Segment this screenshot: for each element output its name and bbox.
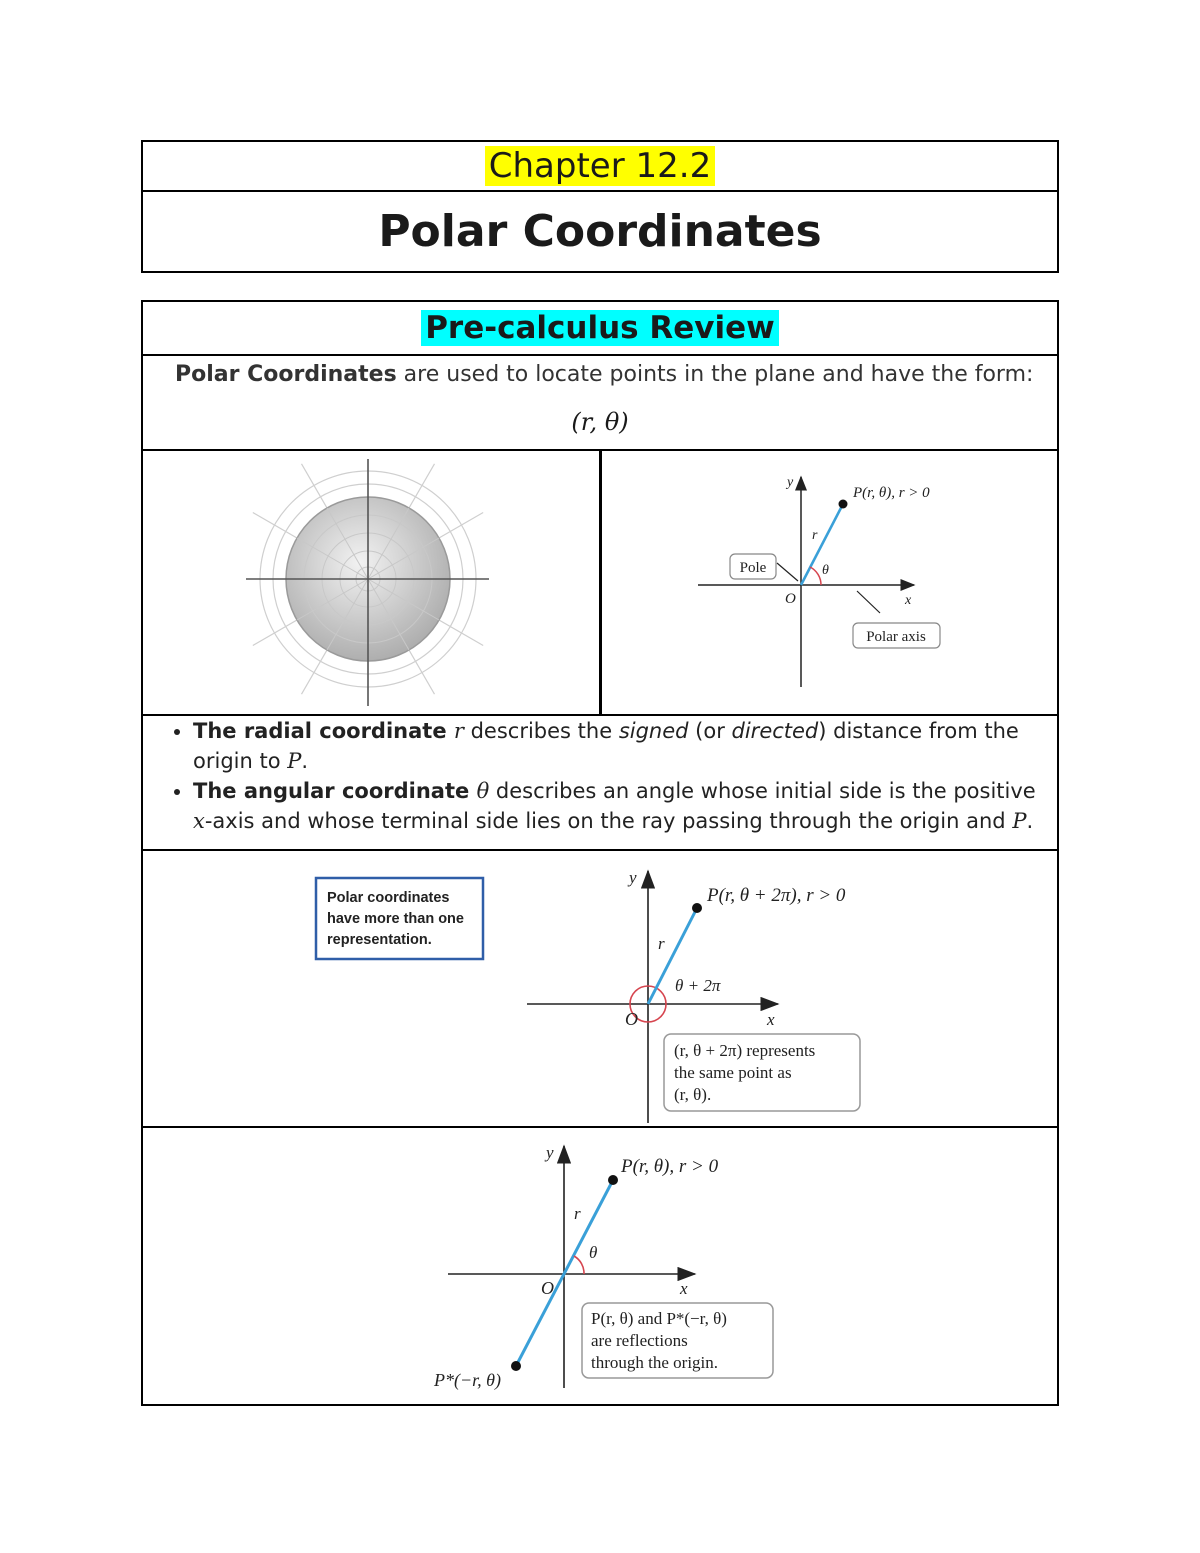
reflection-row [143,1128,1057,1404]
theta-arc [810,567,821,585]
intro-rest: are used to locate points in the plane and have the form: [396,362,1034,387]
r-label: r [658,934,665,953]
polar-form: (r, θ) [571,408,629,436]
callout-line-3: (r, θ). [674,1085,712,1104]
point-label: P(r, θ), r > 0 [853,485,930,501]
x-label: x [905,593,912,608]
note-line-2: have more than one [327,911,464,927]
theta-arc [574,1256,584,1274]
title-row [143,192,1057,271]
polar-grid-axes [246,459,489,706]
intro-bold: Polar Coordinates [175,362,397,387]
point-label: P(r, θ), r > 0 [621,1156,719,1177]
bullets-row [143,716,1057,851]
intro-text [175,362,1033,387]
r-label: r [812,528,818,543]
angle-label: θ + 2π [675,976,721,995]
x-label: x [680,1279,688,1298]
intro-row [143,356,1057,451]
note-line-3: representation. [327,932,432,948]
point-p-star [511,1361,521,1371]
y-label: y [629,868,637,887]
point-p [839,500,848,509]
origin-label: O [541,1278,554,1298]
pole-pointer [777,563,798,581]
origin-label: O [625,1009,638,1029]
callout-line-2: the same point as [674,1063,792,1082]
callout-line-2: are reflections [591,1331,688,1350]
point-p [692,903,702,913]
polar-axis-pointer [857,591,880,613]
polar-axis-label: Polar axis [866,629,926,645]
theta-label: θ [822,563,829,578]
polar-grid-image [143,451,599,713]
representation-diagram [143,851,1057,1126]
y-label: y [787,475,794,490]
callout-line-1: (r, θ + 2π) represents [674,1041,816,1060]
images-row [143,451,1057,716]
x-label: x [767,1010,775,1029]
y-label: y [546,1143,554,1162]
bullet-list [143,716,1057,836]
review-heading-row [143,302,1057,356]
pole-diagram [602,451,1057,713]
representation-row [143,851,1057,1128]
page-title: Polar Coordinates [378,206,822,257]
r-label: r [574,1204,581,1223]
point-p [608,1175,618,1185]
pole-label: Pole [739,560,767,576]
origin-label: O [785,591,796,607]
review-box [141,300,1059,1406]
bullet-radial: • The radial coordinate r describes the signed (or directed) distance from the origin to P. [193,716,1057,776]
callout-line-3: through the origin. [591,1353,719,1372]
reflection-diagram [143,1128,1057,1404]
header-box [141,140,1059,273]
theta-label: θ [589,1243,598,1262]
note-line-1: Polar coordinates [327,890,450,906]
point-label: P(r, θ + 2π), r > 0 [707,885,846,906]
chapter-label: Chapter 12.2 [485,146,715,186]
chapter-row [143,142,1057,192]
review-heading: Pre-calculus Review [421,310,779,346]
callout-line-1: P(r, θ) and P*(−r, θ) [591,1309,727,1328]
reflect-label: P*(−r, θ) [434,1370,501,1390]
bullet-angular: • The angular coordinate θ describes an angle whose initial side is the positive x-axis and whose terminal side lies on the ray passing through the origin and P. [193,776,1057,836]
